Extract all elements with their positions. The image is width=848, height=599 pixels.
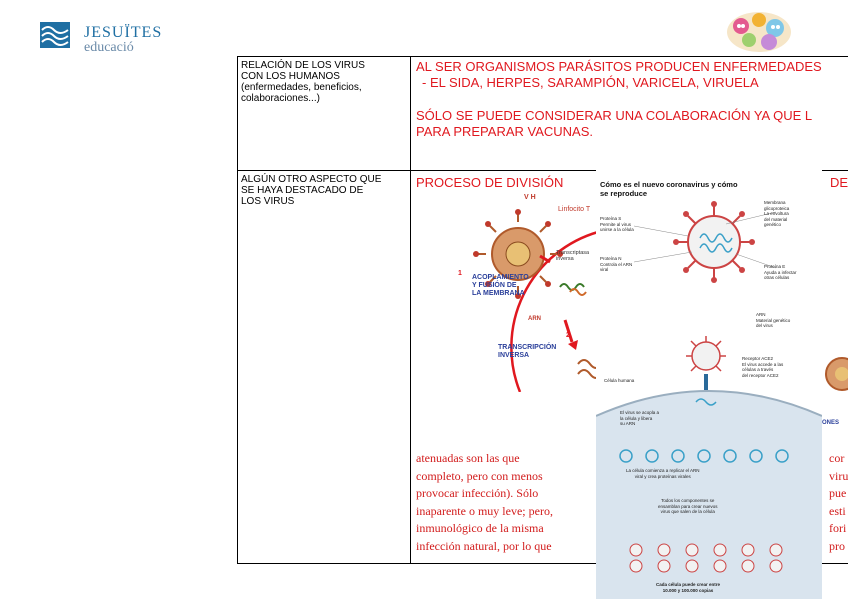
logo-text-educacio: educació [84, 40, 134, 55]
hiv-vh-label: V H [524, 194, 536, 201]
paragraph-right-6: pro [829, 538, 845, 553]
row1-label: RELACIÓN DE LOS VIRUS CON LOS HUMANOS (enfermedades, beneficios, colaboraciones...) [241, 60, 365, 104]
table-left-border [237, 56, 238, 564]
label-celula: Célula humana [604, 378, 635, 383]
jesuites-logo [40, 20, 170, 56]
hiv-fragment-right [818, 340, 848, 410]
label-entra: El virus se acopla a la célula y libera su ARN [620, 410, 660, 426]
label-replica: La célula comienza a replicar el ARN viral y crea proteínas virales [626, 468, 700, 479]
label-proteina-s: Proteína S Permite al virus unirse a la célula [600, 216, 634, 232]
row2-label: ALGÚN OTRO ASPECTO QUE SE HAYA DESTACADO DE LOS VIRUS [241, 174, 382, 207]
corona-title: Cómo es el nuevo coronavirus y cómo se reproduce [600, 180, 738, 198]
paragraph-line-4: inaparente o muy leve; pero, [416, 503, 553, 518]
row2-heading: PROCESO DE DIVISIÓN [416, 175, 564, 190]
paragraph-line-1: atenuadas son las que [416, 451, 520, 465]
row1-line1: AL SER ORGANISMOS PARÁSITOS PRODUCEN ENFERMEDADES [416, 59, 822, 74]
paragraph-right-1: cor [829, 451, 845, 465]
hiv-step2-label: TRANSCRIPCIÓN INVERSA [498, 344, 557, 359]
label-arn: ARN Material genético del virus [756, 312, 791, 328]
hiv-inner-label: Transcriptasa inversa [556, 250, 590, 262]
virus-clipart-image [723, 6, 795, 56]
label-proteina-e: Proteína E Ayuda a infectar otras células [764, 264, 797, 280]
coronavirus-infographic [596, 166, 822, 599]
logo-text-jesuites: JESUÏTES [84, 24, 163, 41]
paragraph-right-4: esti [829, 503, 846, 518]
hiv-step1-number: 1 [458, 270, 462, 277]
paragraph-line-3: provocar infección). Sólo [416, 486, 539, 500]
label-copias: Cada célula puede crear entre 10.000 y 100.000 copias [656, 582, 721, 593]
row1-line3: SÓLO SE PUEDE CONSIDERAR UNA COLABORACIÓN YA QUE L [416, 108, 813, 123]
paragraph-line-5: inmunológico de la misma [416, 521, 544, 535]
paragraph-right-2: viru [829, 468, 848, 483]
ones-label: ONES [822, 420, 840, 426]
hiv-step2-number: 2 [566, 332, 570, 339]
table-column-divider [410, 56, 411, 564]
paragraph-right-3: pue [829, 486, 847, 500]
row2-heading-right: DE [830, 175, 848, 190]
table-top-border [237, 56, 848, 57]
label-proteina-n: Proteína N Controla el ARN viral [600, 256, 633, 272]
paragraph-line-6: infección natural, por lo que [416, 538, 552, 553]
label-receptor: Receptor ACE2 El virus accede a las células a través del receptor ACE2 [742, 356, 784, 378]
hiv-replication-diagram [420, 192, 610, 392]
logo-wave-icon [40, 22, 70, 48]
label-ensambla: Todos los componentes se ensamblan para crear nuevos virus que salen de la célula [658, 498, 718, 514]
hiv-linfocito-label: Linfocito T [558, 206, 591, 213]
paragraph-right-5: fori [829, 521, 847, 535]
hiv-arn-label: ARN [528, 316, 541, 322]
label-membrana: Membrana glicoproteica La envoltura del material genético [764, 200, 790, 227]
paragraph-line-2: completo, pero con menos [416, 468, 543, 483]
row1-line4: PARA PREPARAR VACUNAS. [416, 124, 593, 139]
row1-line2: - EL SIDA, HERPES, SARAMPIÓN, VARICELA, VIRUELA [422, 75, 759, 90]
hiv-step1-label: ACOPLAMIENTO Y FUSIÓN DE LA MEMBRANA [472, 274, 529, 297]
